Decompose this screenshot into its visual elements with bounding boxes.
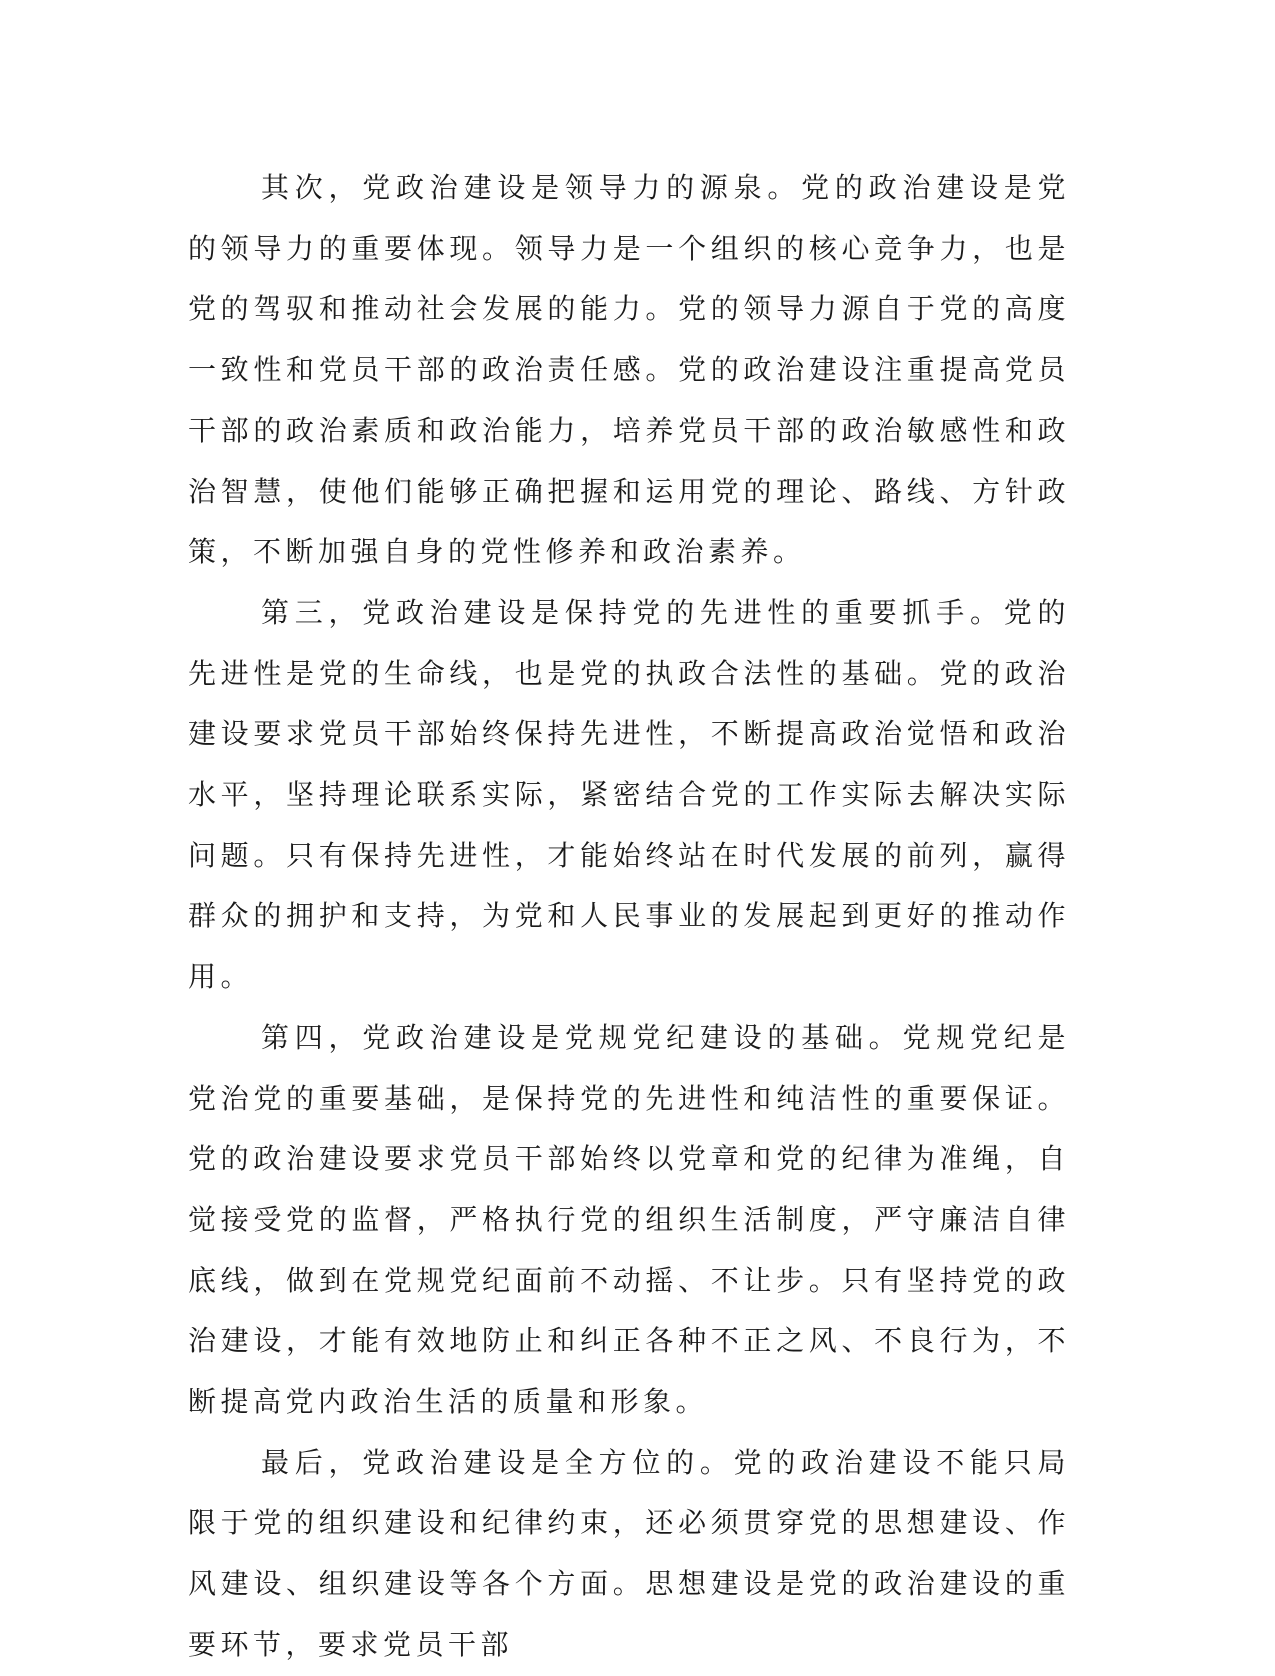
paragraph-comprehensive: 最后，党政治建设是全方位的。党的政治建设不能只局限于党的组织建设和纪律约束，还必须贯穿党的思想建设、作风建设、组织建设等各个方面。思想建设是党的政治建设的重要环节，要求党员干部 [188, 1445, 1070, 1661]
paragraph-advancement: 第三，党政治建设是保持党的先进性的重要抓手。党的先进性是党的生命线，也是党的执政合法性的基础。党的政治建设要求党员干部始终保持先进性，不断提高政治觉悟和政治水平，坚持理论联系实际，紧密结合党的工作实际去解决实际问题。只有保持先进性，才能始终站在时代发展的前列，赢得群众的拥护和支持，为党和人民事业的发展起到更好的推动作用。 [188, 595, 1070, 994]
document-body [188, 158, 1070, 1676]
paragraph-leadership: 其次，党政治建设是领导力的源泉。党的政治建设是党的领导力的重要体现。领导力是一个组织的核心竞争力，也是党的驾驭和推动社会发展的能力。党的领导力源自于党的高度一致性和党员干部的政治责任感。党的政治建设注重提高党员干部的政治素质和政治能力，培养党员干部的政治敏感性和政治智慧，使他们能够正确把握和运用党的理论、路线、方针政策，不断加强自身的党性修养和政治素养。 [188, 171, 1070, 569]
paragraph-discipline: 第四，党政治建设是党规党纪建设的基础。党规党纪是党治党的重要基础，是保持党的先进性和纯洁性的重要保证。党的政治建设要求党员干部始终以党章和党的纪律为准绳，自觉接受党的监督，严格执行党的组织生活制度，严守廉洁自律底线，做到在党规党纪面前不动摇、不让步。只有坚持党的政治建设，才能有效地防止和纠正各种不正之风、不良行为，不断提高党内政治生活的质量和形象。 [188, 1020, 1070, 1419]
